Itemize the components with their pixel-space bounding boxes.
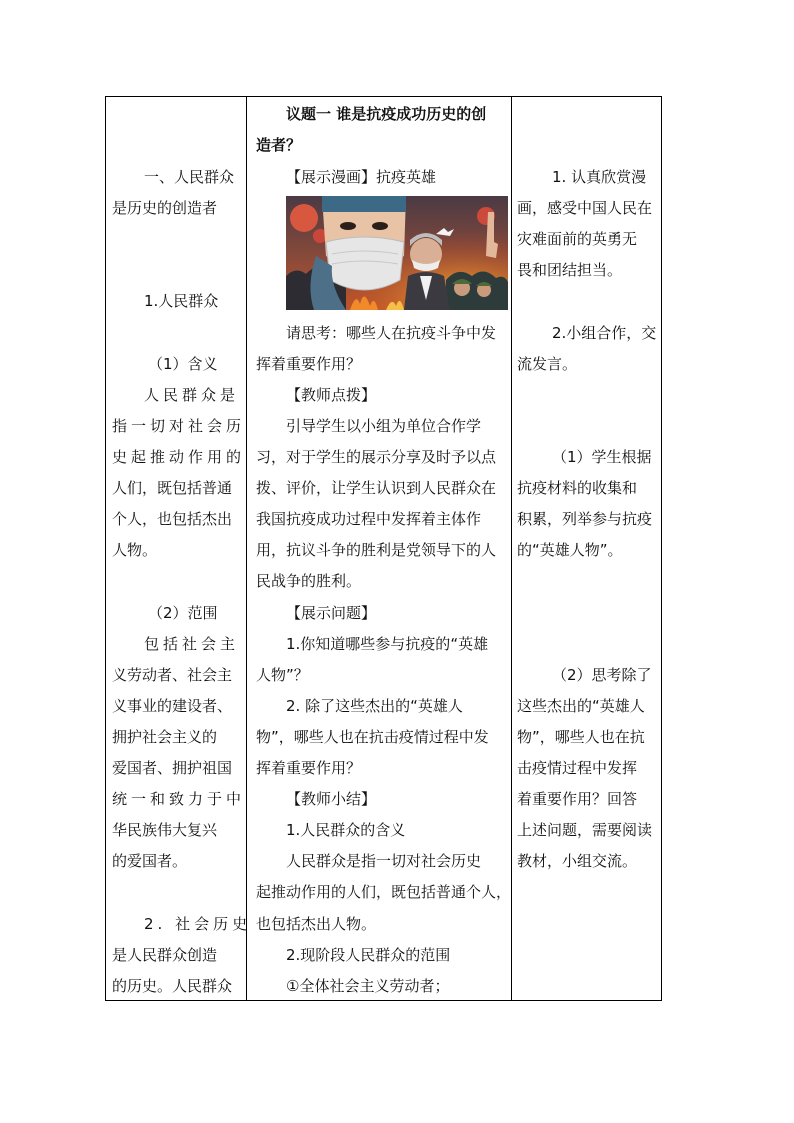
right-line: 灾难面前的英勇无 bbox=[517, 230, 638, 248]
question-text: 1.你知道哪些参与抗疫的“英雄 bbox=[286, 635, 489, 653]
right-line: 积累，列举参与抗疫 bbox=[517, 510, 653, 528]
left-line: 的爱国者。 bbox=[112, 852, 188, 870]
section-heading: 【展示漫画】抗疫英雄 bbox=[286, 168, 437, 186]
topic-title-cont: 造者？ bbox=[256, 136, 302, 154]
body-text: 民战争的胜利。 bbox=[256, 572, 362, 590]
lesson-table bbox=[105, 96, 662, 1001]
anti-epidemic-heroes-cartoon bbox=[286, 196, 508, 310]
right-line: 流发言。 bbox=[517, 355, 578, 373]
right-line: 击疫情过程中发挥 bbox=[517, 759, 638, 777]
right-line: 教材，小组交流。 bbox=[517, 852, 638, 870]
body-text: 拨、评价，让学生认识到人民群众在 bbox=[256, 479, 497, 497]
left-line: 是历史的创造者 bbox=[112, 199, 218, 217]
question-text: 人物”？ bbox=[256, 666, 309, 684]
left-line: 华民族伟大复兴 bbox=[112, 821, 218, 839]
right-line: 1. 认真欣赏漫 bbox=[552, 168, 647, 186]
left-line: 指一切对社会历 bbox=[112, 417, 246, 435]
right-line: （1）学生根据 bbox=[552, 448, 652, 466]
left-line: 的历史。人民群众 bbox=[112, 977, 233, 995]
left-line: 史起推动作用的 bbox=[112, 448, 246, 466]
left-line: 是人民群众创造 bbox=[112, 946, 218, 964]
column-divider-left bbox=[246, 97, 247, 1000]
left-line: 人民群众是 bbox=[144, 386, 240, 404]
left-line: 包括社会主 bbox=[144, 635, 240, 653]
question-text: 请思考：哪些人在抗疫斗争中发 bbox=[286, 324, 497, 342]
right-line: 物”，哪些人也在抗 bbox=[517, 728, 645, 746]
left-line: 1.人民群众 bbox=[144, 292, 219, 310]
section-heading: 【展示问题】 bbox=[286, 604, 377, 622]
left-line: 2. 社会历史 bbox=[144, 915, 252, 933]
body-text: 2.现阶段人民群众的范围 bbox=[286, 946, 451, 964]
left-line: 个人，也包括杰出 bbox=[112, 510, 233, 528]
body-text: 人民群众是指一切对社会历史 bbox=[286, 852, 482, 870]
section-heading: 【教师点拨】 bbox=[286, 386, 377, 404]
question-text: 2. 除了这些杰出的“英雄人 bbox=[286, 697, 463, 715]
left-line: 拥护社会主义的 bbox=[112, 728, 218, 746]
right-line: 畏和团结担当。 bbox=[517, 261, 623, 279]
right-line: 的“英雄人物”。 bbox=[517, 541, 623, 559]
right-line: 着重要作用？回答 bbox=[517, 790, 638, 808]
body-text: 用，抗议斗争的胜利是党领导下的人 bbox=[256, 541, 497, 559]
left-line: 人们，既包括普通 bbox=[112, 479, 233, 497]
right-line: 上述问题，需要阅读 bbox=[517, 821, 653, 839]
body-text: 1.人民群众的含义 bbox=[286, 821, 406, 839]
body-text: 习，对于学生的展示分享及时予以点 bbox=[256, 448, 497, 466]
right-line: （2）思考除了 bbox=[552, 666, 652, 684]
question-text: 挥着重要作用？ bbox=[256, 355, 362, 373]
body-text: 起推动作用的人们，既包括普通个人， bbox=[256, 883, 512, 901]
left-line: 义事业的建设者、 bbox=[112, 697, 233, 715]
left-line: 人物。 bbox=[112, 541, 158, 559]
topic-title: 议题一 谁是抗疫成功历史的创 bbox=[286, 105, 487, 123]
question-text: 挥着重要作用？ bbox=[256, 759, 362, 777]
body-text: 也包括杰出人物。 bbox=[256, 915, 377, 933]
column-divider-right bbox=[511, 97, 512, 1000]
right-line: 这些杰出的“英雄人 bbox=[517, 697, 645, 715]
left-line: 统一和致力于中 bbox=[112, 790, 246, 808]
body-text: 引导学生以小组为单位合作学 bbox=[286, 417, 482, 435]
right-line: 2.小组合作，交 bbox=[552, 324, 657, 342]
left-line: 义劳动者、社会主 bbox=[112, 666, 233, 684]
body-text: 我国抗疫成功过程中发挥着主体作 bbox=[256, 510, 482, 528]
left-line: （1）含义 bbox=[148, 355, 218, 373]
right-line: 画，感受中国人民在 bbox=[517, 199, 653, 217]
body-text: ①全体社会主义劳动者； bbox=[286, 977, 450, 995]
left-line: 一、人民群众 bbox=[144, 168, 235, 186]
question-text: 物”，哪些人也在抗击疫情过程中发 bbox=[256, 728, 489, 746]
section-heading: 【教师小结】 bbox=[286, 790, 377, 808]
left-line: （2）范围 bbox=[148, 604, 218, 622]
right-line: 抗疫材料的收集和 bbox=[517, 479, 638, 497]
left-line: 爱国者、拥护祖国 bbox=[112, 759, 233, 777]
